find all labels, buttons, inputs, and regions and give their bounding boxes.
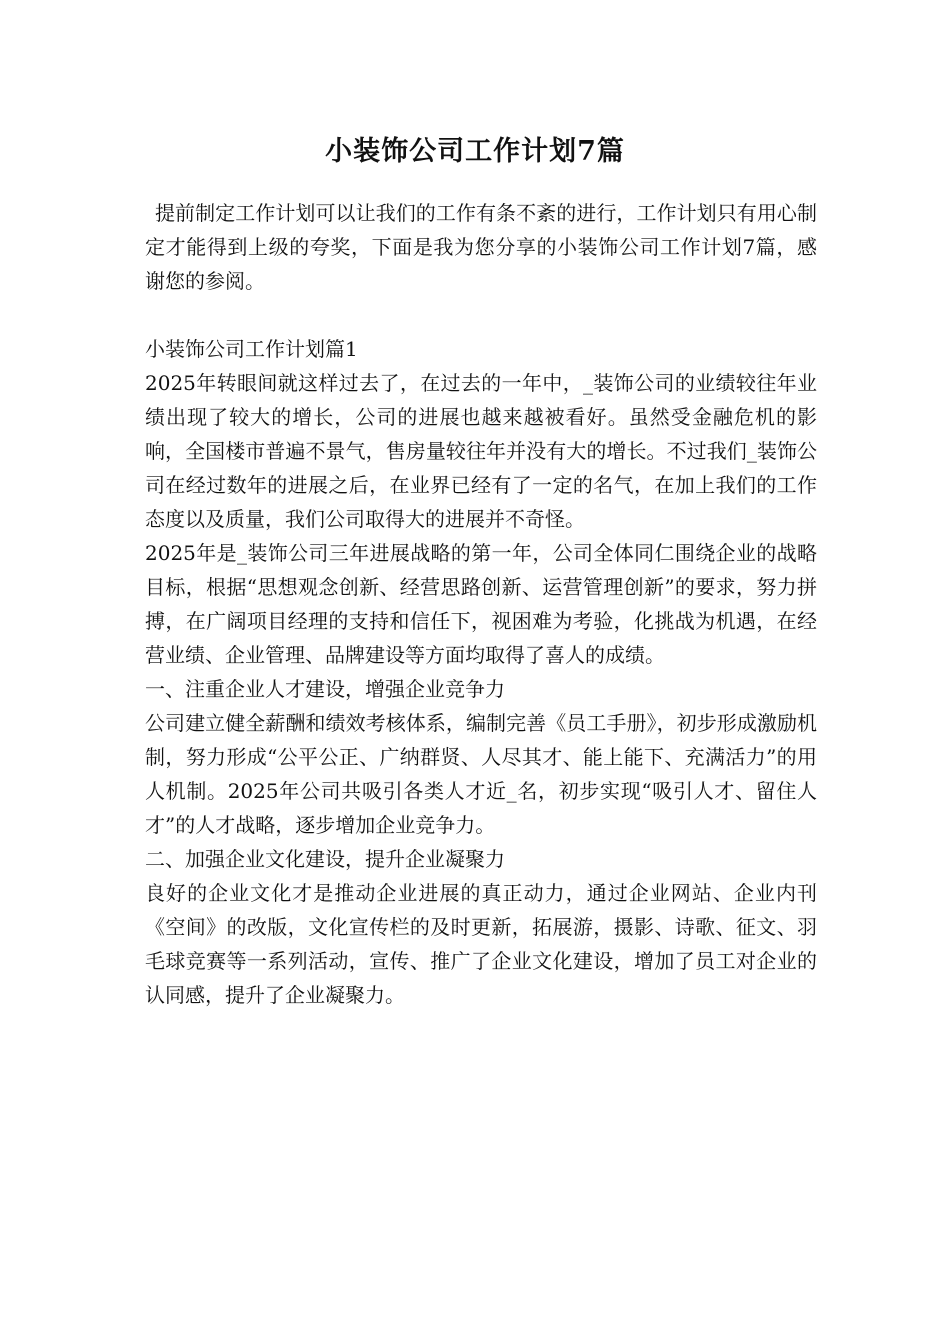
document-title: 小装饰公司工作计划7篇 xyxy=(325,136,625,167)
body-paragraph: 2025年是_装饰公司三年进展战略的第一年，公司全体同仁围绕企业的战略目标，根据“思想观念创新、经营思路创新、运营管理创新”的要求，努力拼搏，在广阔项目经理的支持和信任下，视困难为考验，化挑战为机遇，在经营业绩、企业管理、品牌建设等方面均取得了喜人的成绩。 xyxy=(145,541,817,667)
paragraph-spacer xyxy=(145,298,817,332)
body-paragraph: 2025年转眼间就这样过去了，在过去的一年中，_装饰公司的业绩较往年业绩出现了较大的增长，公司的进展也越来越被看好。虽然受金融危机的影响，全国楼市普遍不景气，售房量较往年并没有大的增长。不过我们_装饰公司在经过数年的进展之后，在业界已经有了一定的名气，在加上我们的工作态度以及质量，我们公司取得大的进展并不奇怪。 xyxy=(145,371,817,531)
document-body xyxy=(145,196,817,1012)
subsection-heading: 一、注重企业人才建设，增强企业竞争力 xyxy=(145,677,505,701)
body-paragraph: 公司建立健全薪酬和绩效考核体系，编制完善《员工手册》，初步形成激励机制，努力形成“公平公正、广纳群贤、人尽其才、能上能下、充满活力”的用人机制。2025年公司共吸引各类人才近_名，初步实现“吸引人才、留住人才”的人才战略，逐步增加企业竞争力。 xyxy=(145,711,817,837)
intro-paragraph: 提前制定工作计划可以让我们的工作有条不紊的进行，工作计划只有用心制定才能得到上级的夸奖，下面是我为您分享的小装饰公司工作计划7篇，感谢您的参阅。 xyxy=(145,201,817,293)
subsection-heading: 二、加强企业文化建设，提升企业凝聚力 xyxy=(145,847,505,871)
section-heading: 小装饰公司工作计划篇1 xyxy=(145,337,358,361)
body-paragraph: 良好的企业文化才是推动企业进展的真正动力，通过企业网站、企业内刊《空间》的改版，文化宣传栏的及时更新，拓展游，摄影、诗歌、征文、羽毛球竞赛等一系列活动，宣传、推广了企业文化建设，增加了员工对企业的认同感，提升了企业凝聚力。 xyxy=(145,881,817,1007)
